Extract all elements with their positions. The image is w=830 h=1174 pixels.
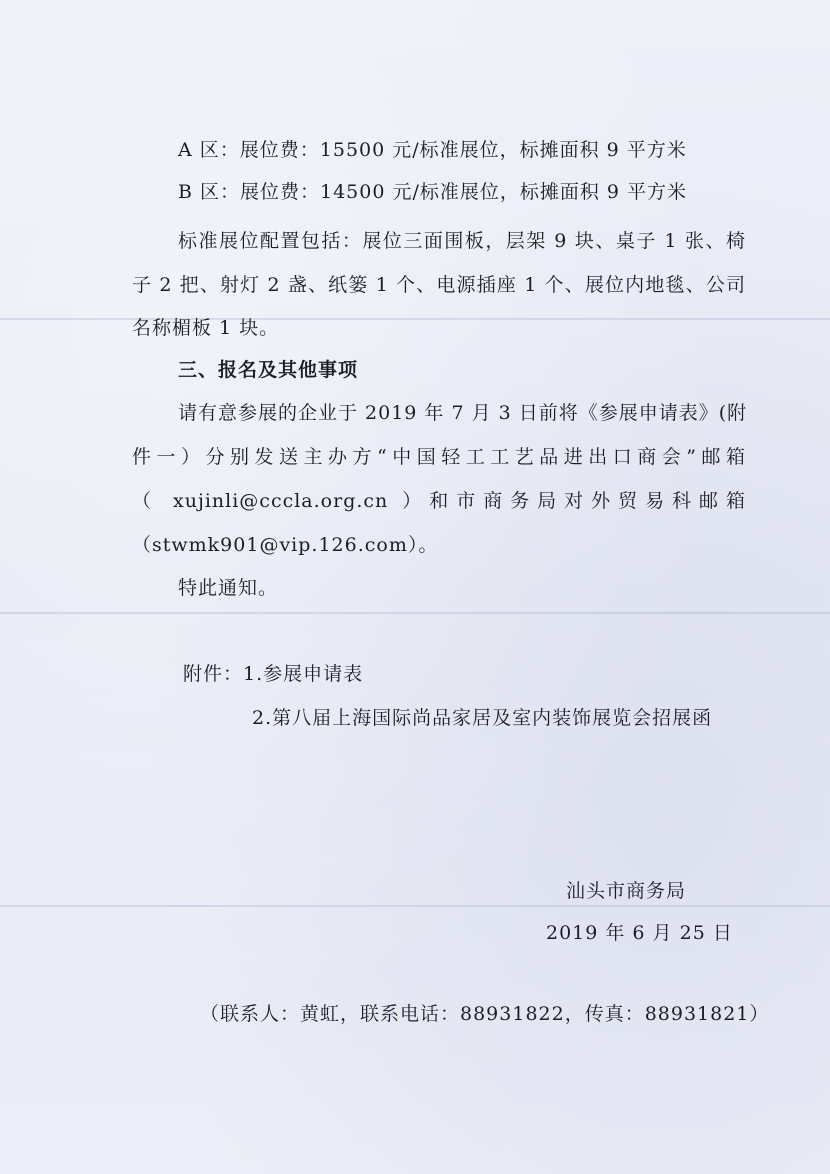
contact-info: （联系人：黄虹，联系电话：88931822，传真：88931821）: [200, 1003, 770, 1025]
signature-org: 汕头市商务局: [566, 880, 687, 902]
attachment-item-1: 附件：1.参展申请表: [183, 663, 364, 685]
paper-crease: [0, 905, 830, 907]
paper-crease: [0, 612, 830, 614]
signature-date: 2019 年 6 月 25 日: [546, 922, 733, 944]
booth-config-line-3: 名称楣板 1 块。: [132, 317, 280, 339]
fee-zone-a: A 区：展位费：15500 元/标准展位，标摊面积 9 平方米: [178, 139, 687, 161]
registration-paragraph-line-4: （stwmk901@vip.126.com）。: [132, 534, 439, 556]
registration-paragraph-line-1: 请有意参展的企业于 2019 年 7 月 3 日前将《参展申请表》(附: [178, 402, 748, 424]
notice-text: 特此通知。: [178, 577, 279, 599]
registration-paragraph-line-3: （ xujinli@cccla.org.cn ）和市商务局对外贸易科邮箱: [132, 490, 746, 512]
paper-crease: [0, 318, 830, 320]
fee-zone-b: B 区：展位费：14500 元/标准展位，标摊面积 9 平方米: [178, 181, 688, 203]
attachment-item-2: 2.第八届上海国际尚品家居及室内装饰展览会招展函: [252, 707, 713, 729]
section-heading: 三、报名及其他事项: [178, 359, 359, 381]
booth-config-line-1: 标准展位配置包括：展位三面围板，层架 9 块、桌子 1 张、椅: [178, 230, 746, 252]
registration-paragraph-line-2: 件一）分别发送主办方“中国轻工工艺品进出口商会”邮箱: [132, 446, 746, 468]
booth-config-line-2: 子 2 把、射灯 2 盏、纸篓 1 个、电源插座 1 个、展位内地毯、公司: [132, 274, 746, 296]
